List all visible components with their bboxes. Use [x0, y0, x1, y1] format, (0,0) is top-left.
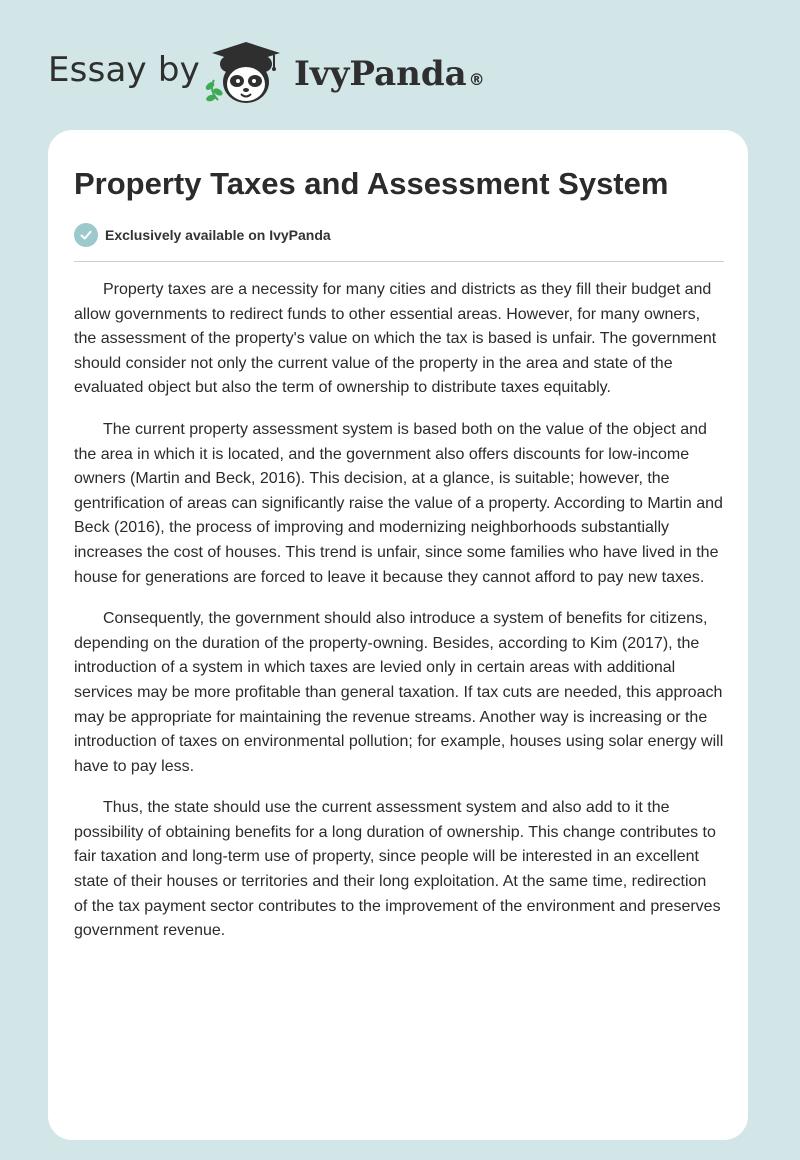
registered-mark: ® [468, 70, 485, 89]
panda-graduate-logo-icon[interactable] [200, 36, 286, 108]
title-divider [74, 261, 724, 262]
site-header [0, 0, 800, 120]
essay-body [74, 278, 724, 961]
essay-card [48, 130, 748, 1140]
essay-by-label: Essay by [48, 50, 200, 90]
exclusive-badge-label: Exclusively available on IvyPanda [105, 227, 331, 243]
page-title: Property Taxes and Assessment System [74, 166, 669, 201]
essay-paragraph: Thus, the state should use the current assessment system and also add to it the possibility of obtaining benefits for a long duration of ownership. This change contributes to fair taxation and long-term use of property, since people will be interested in an excellent state of their houses or territories and their long exploitation. At the same time, redirection of the tax payment sector contributes to the improvement of the environment and preserves government revenue. [74, 799, 721, 940]
essay-paragraph: Consequently, the government should also introduce a system of benefits for citizens, depending on the duration of the property-owning. Besides, according to Kim (2017), the introduction of a system in which taxes are levied only in certain areas with additional services may be more profitable than general taxation. If tax cuts are needed, this approach may be appropriate for maintaining the revenue streams. Another way is increasing or the introduction of taxes on environmental pollution; for example, houses using solar energy will have to pay less. [74, 610, 724, 775]
ivypanda-brand-name[interactable]: IvyPanda ® [294, 54, 485, 94]
essay-paragraph: Property taxes are a necessity for many cities and districts as they fill their budget and allow governments to redirect funds to other essential areas. However, for many owners, the assessment of the property's value on which the tax is based is unfair. The government should consider not only the current value of the property in the area and state of the evaluated object but also the term of ownership to distribute taxes equitably. [74, 281, 717, 397]
essay-paragraph: The current property assessment system is based both on the value of the object and the area in which it is located, and the government also offers discounts for low-income owners (Martin and Beck, 2016). This decision, at a glance, is suitable; however, the gentrification of areas can significantly raise the value of a property. According to Martin and Beck (2016), the process of improving and modernizing neighborhoods substantially increases the cost of houses. This trend is unfair, since some families who have lived in the house for generations are forced to leave it because they cannot afford to pay new taxes. [74, 420, 723, 586]
exclusive-badge [74, 222, 331, 248]
check-icon [74, 223, 98, 247]
